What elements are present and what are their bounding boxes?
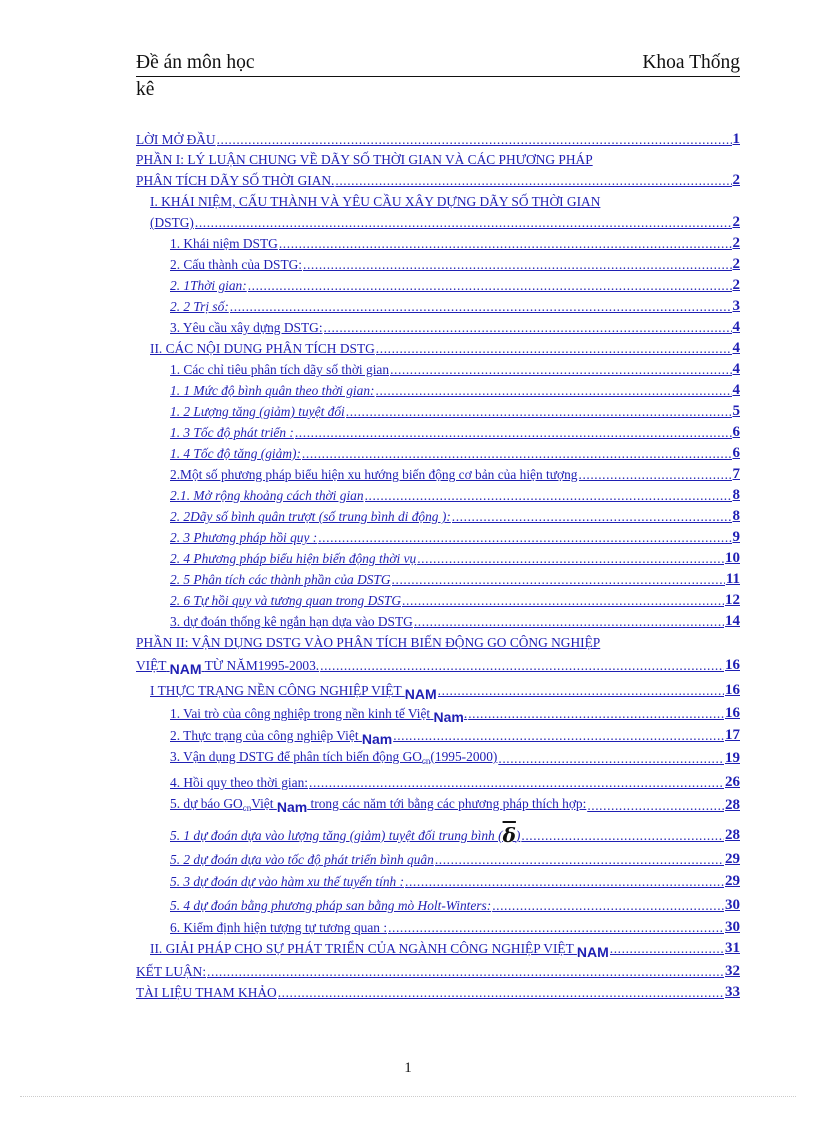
toc-title: 5. 4 dự đoán bằng phương pháp san bằng mò Holt-Winters: [170, 898, 492, 913]
toc-entry-j11[interactable] [170, 383, 740, 398]
delta-symbol: δ [502, 823, 516, 847]
toc-page: 11 [725, 571, 740, 587]
toc-page: 10 [725, 550, 740, 566]
toc-page: 4 [732, 340, 740, 356]
toc-entry-phan2[interactable] [136, 657, 740, 677]
toc-entry-j25[interactable] [170, 572, 740, 587]
toc-page: 4 [732, 382, 740, 398]
toc-title: 2. Cấu thành của DSTG: [170, 257, 303, 272]
toc-page: 6 [732, 445, 740, 461]
toc-title: 1. Các chỉ tiêu phân tích dãy số thời gian [170, 362, 390, 377]
toc-page: 32 [725, 963, 740, 979]
nam-word: Nam [433, 709, 464, 725]
toc-page: 2 [732, 214, 740, 230]
toc-title: 1. Khái niệm DSTG [170, 236, 278, 251]
toc-entry-i1[interactable] [170, 236, 740, 251]
toc-page: 19 [725, 750, 740, 766]
toc-page: 30 [725, 919, 740, 935]
toc-title: 2. 6 Tự hồi quy và tương quan trong DSTG [170, 593, 402, 608]
toc-entry-i2[interactable] [170, 257, 740, 272]
toc-entry-i3[interactable] [170, 320, 740, 335]
nam-word: NAM [404, 686, 437, 702]
toc-title: 5. 1 dự đoán dựa vào lượng tăng (giảm) tuyệt đối trung bình (δ) [170, 823, 521, 847]
toc-entry-loi-mo-dau[interactable] [136, 132, 740, 147]
toc-title: I THỰC TRẠNG NỀN CÔNG NGHIỆP VIỆT NAM [150, 683, 437, 702]
toc-page: 31 [725, 940, 740, 956]
toc-entry-muc2[interactable] [150, 341, 740, 356]
nam-word: Nam [361, 731, 393, 747]
toc-page: 16 [725, 657, 740, 673]
toc-page: 28 [725, 827, 740, 843]
toc-title: 2. 5 Phân tích các thành phần của DSTG [170, 572, 391, 587]
toc-title: 3. Yêu cầu xây dựng DSTG: [170, 320, 323, 335]
toc-entry-muc1-line1[interactable]: I. KHÁI NIỆM, CẤU THÀNH VÀ YÊU CẦU XÂY DỰNG DÃY SỐ THỜI GIAN [150, 194, 601, 209]
toc-title: PHÂN TÍCH DÃY SỐ THỜI GIAN. [136, 173, 335, 188]
toc-entry-k52[interactable] [170, 852, 740, 867]
toc-entry-k0[interactable] [150, 682, 740, 702]
toc-page: 4 [732, 319, 740, 335]
toc-entry-k1[interactable] [170, 705, 740, 725]
toc-page: 6 [732, 424, 740, 440]
toc-entry-j13[interactable] [170, 425, 740, 440]
toc-entry-j22[interactable] [170, 509, 740, 524]
toc-title: VIỆT NAM TỪ NĂM1995-2003. [136, 658, 320, 677]
toc-entry-tai-lieu[interactable] [136, 985, 740, 1000]
toc-entry-j14[interactable] [170, 446, 740, 461]
header-left: Đề án môn học [136, 52, 255, 73]
toc-entry-k53[interactable] [170, 874, 740, 889]
toc-page: 4 [732, 361, 740, 377]
toc-title: KẾT LUẬN: [136, 964, 207, 979]
toc-entry-k6[interactable] [170, 920, 740, 935]
toc-page: 2 [732, 235, 740, 251]
header-right: Khoa Thống [642, 52, 740, 73]
toc-entry-k4[interactable] [170, 775, 740, 790]
toc-entry-i22[interactable] [170, 299, 740, 314]
toc-title: 1. 3 Tốc độ phát triển : [170, 425, 294, 440]
toc-page: 3 [732, 298, 740, 314]
toc-entry-j21[interactable] [170, 488, 740, 503]
toc-entry-phan2-line1[interactable]: PHẦN II: VẬN DỤNG DSTG VÀO PHÂN TÍCH BIẾN ĐỘNG GO CÔNG NGHIỆP [136, 635, 601, 650]
toc-entry-k5[interactable] [170, 796, 740, 813]
toc-page: 26 [725, 774, 740, 790]
toc-entry-phan1-line1[interactable]: PHẦN I: LÝ LUẬN CHUNG VỀ DÃY SỐ THỜI GIAN VÀ CÁC PHƯƠNG PHÁP [136, 152, 593, 167]
toc-page: 14 [725, 613, 740, 629]
toc-page: 17 [725, 727, 740, 743]
nam-word: NAM [169, 661, 202, 677]
toc-title: 5. 2 dự đoán dựa vào tốc độ phát triển bình quân [170, 852, 434, 867]
toc-page: 5 [732, 403, 740, 419]
toc-title: II. CÁC NỘI DUNG PHÂN TÍCH DSTG [150, 341, 375, 356]
toc-entry-j2[interactable] [170, 467, 740, 482]
header-row [136, 50, 740, 77]
page-divider [20, 1096, 796, 1097]
toc-title: 3. Vận dụng DSTG để phân tích biến động $GO_{cn}(1995-2000)$ [170, 749, 498, 766]
toc-title: 1. 4 Tốc độ tăng (giảm): [170, 446, 301, 461]
toc-entry-k51[interactable] [170, 823, 740, 847]
toc-entry-j23[interactable] [170, 530, 740, 545]
toc-title: LỜI MỞ ĐẦU [136, 132, 216, 147]
toc-entry-j24[interactable] [170, 551, 740, 566]
toc-page: 2 [732, 172, 740, 188]
toc-entry-i21[interactable] [170, 278, 740, 293]
toc-page: 1 [732, 131, 740, 147]
toc-entry-j26[interactable] [170, 593, 740, 608]
toc-page: 28 [725, 797, 740, 813]
toc-title: 2. 4 Phương pháp biểu hiện biến động thời vụ [170, 551, 417, 566]
nam-word: Nam [276, 799, 308, 815]
toc-entry-j1[interactable] [170, 362, 740, 377]
toc-page: 16 [725, 682, 740, 698]
toc-entry-muc1[interactable] [150, 215, 740, 230]
toc-title: 4. Hồi quy theo thời gian: [170, 775, 308, 790]
toc-title: (DSTG) [150, 215, 194, 230]
toc-entry-j3[interactable] [170, 614, 740, 629]
toc-page: 2 [732, 256, 740, 272]
toc-title: 2. 2Dãy số bình quân trượt (số trung bình di động ): [170, 509, 451, 524]
toc-title: 3. dự đoán thống kê ngắn hạn dựa vào DSTG [170, 614, 413, 629]
toc-page: 8 [732, 508, 740, 524]
toc-title: TÀI LIỆU THAM KHẢO [136, 985, 277, 1000]
toc-title: 6. Kiểm định hiện tượng tự tương quan : [170, 920, 388, 935]
toc-entry-k3[interactable] [170, 749, 740, 766]
page-number: 1 [404, 1060, 412, 1076]
toc-entry-ket-luan[interactable] [136, 964, 740, 979]
toc-page: 8 [732, 487, 740, 503]
header-continuation: kê [136, 79, 155, 100]
toc-page: 7 [732, 466, 740, 482]
toc-page: 16 [725, 705, 740, 721]
toc-title: 2. 2 Trị số: [170, 299, 229, 314]
toc-page: 9 [732, 529, 740, 545]
toc-page: 33 [725, 984, 740, 1000]
toc-title: 2. 1Thời gian: [170, 278, 247, 293]
toc-page: 12 [725, 592, 740, 608]
toc-entry-j12[interactable] [170, 404, 740, 419]
toc-entry-k2[interactable] [170, 727, 740, 747]
toc-title: II. GIẢI PHÁP CHO SỰ PHÁT TRIỂN CỦA NGÀNH CÔNG NGHIỆP VIỆT NAM [150, 941, 609, 960]
toc-page: 30 [725, 897, 740, 913]
toc-page: 2 [732, 277, 740, 293]
toc-title: 1. 1 Mức độ bình quân theo thời gian: [170, 383, 375, 398]
nam-word: NAM [576, 944, 609, 960]
toc-title: 2. Thực trạng của công nghiệp Việt Nam [170, 728, 393, 747]
page-header [136, 50, 740, 103]
toc-title: 2. 3 Phương pháp hồi quy : [170, 530, 318, 545]
toc-page: 29 [725, 873, 740, 889]
toc-page: 29 [725, 851, 740, 867]
toc-title: 2.Một số phương pháp biểu hiện xu hướng biến động cơ bản của hiện tượng [170, 467, 578, 482]
toc-entry-phan1[interactable] [136, 173, 740, 188]
toc-title: 5. 3 dự đoán dự vào hàm xu thế tuyến tính : [170, 874, 405, 889]
toc-title: 2.1. Mở rộng khoảng cách thời gian [170, 488, 364, 503]
toc-entry-k54[interactable] [170, 898, 740, 913]
toc-title: 1. 2 Lượng tăng (giảm) tuyệt đối [170, 404, 345, 419]
toc-title: 1. Vai trò của công nghiệp trong nền kinh tế Việt Nam. [170, 706, 468, 725]
toc-entry-muc-ii[interactable] [150, 940, 740, 960]
toc-title: 5. dự báo $GO_{cn}Việt$ Nam trong các năm tới bằng các phương pháp thích hợp: [170, 796, 587, 815]
